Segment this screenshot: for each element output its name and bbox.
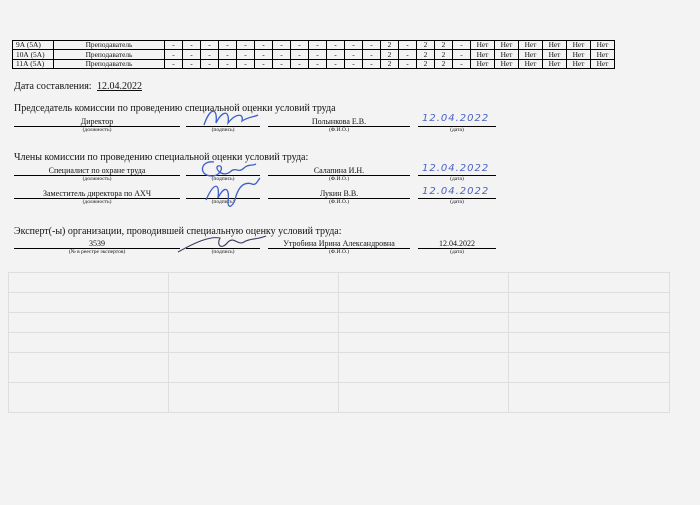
table-row: [13, 59, 615, 68]
expert-name: Утробина Ирина Александровна: [283, 239, 395, 248]
expert-registry-number: 3539: [89, 239, 105, 248]
table-cell: Нет: [543, 59, 567, 68]
row-name: 9А (5А): [13, 41, 54, 50]
chairman-position: Директор: [80, 117, 114, 126]
caption-date: (дата): [450, 176, 464, 182]
caption-signature: (подпись): [211, 176, 235, 182]
member-1-position: Специалист по охране труда: [48, 166, 146, 175]
table-cell: Нет: [471, 41, 495, 50]
caption-fio: (Ф.И.О.): [328, 176, 350, 182]
table-cell: 2: [381, 41, 399, 50]
table-cell: -: [327, 50, 345, 59]
table-cell: -: [201, 50, 219, 59]
member-1-name: Салапина И.Н.: [313, 166, 365, 175]
caption-position: (должность): [82, 127, 112, 133]
table-cell: -: [309, 50, 327, 59]
table-cell: -: [399, 41, 417, 50]
table-cell: -: [183, 50, 201, 59]
table-cell: -: [399, 50, 417, 59]
table-cell: -: [327, 59, 345, 68]
table-cell: Нет: [567, 59, 591, 68]
members-heading: Члены комиссии по проведению специальной оценки условий труда:: [14, 152, 309, 163]
table-cell: Нет: [519, 50, 543, 59]
table-cell: Нет: [591, 59, 615, 68]
table-cell: -: [201, 59, 219, 68]
table-cell: Нет: [471, 50, 495, 59]
table-cell: Нет: [543, 41, 567, 50]
table-cell: 2: [381, 50, 399, 59]
table-cell: -: [237, 50, 255, 59]
table-cell: -: [201, 41, 219, 50]
caption-signature: (подпись): [211, 127, 235, 133]
table-cell: -: [273, 59, 291, 68]
table-cell: -: [183, 59, 201, 68]
expert-signature: [176, 232, 268, 256]
table-cell: -: [399, 59, 417, 68]
table-cell: -: [237, 59, 255, 68]
table-cell: -: [345, 50, 363, 59]
table-cell: Нет: [495, 59, 519, 68]
table-cell: -: [291, 41, 309, 50]
caption-date: (дата): [450, 249, 464, 255]
bleed-through-table: [8, 272, 670, 432]
expert-heading: Эксперт(-ы) организации, проводившей специальную оценку условий труда:: [14, 226, 342, 237]
table-cell: Нет: [543, 50, 567, 59]
row-role: Преподаватель: [54, 59, 165, 68]
results-table: [12, 40, 615, 69]
table-cell: Нет: [471, 59, 495, 68]
table-cell: -: [237, 41, 255, 50]
caption-fio: (Ф.И.О.): [328, 249, 350, 255]
table-cell: Нет: [495, 41, 519, 50]
table-cell: Нет: [591, 41, 615, 50]
table-cell: Нет: [591, 50, 615, 59]
caption-signature: (подпись): [211, 249, 235, 255]
table-cell: -: [291, 59, 309, 68]
table-cell: 2: [435, 50, 453, 59]
table-cell: -: [453, 50, 471, 59]
table-cell: Нет: [495, 50, 519, 59]
table-cell: Нет: [519, 59, 543, 68]
table-cell: -: [363, 50, 381, 59]
table-cell: 2: [435, 41, 453, 50]
member-2-name: Лукин В.В.: [319, 189, 359, 198]
caption-position: (должность): [82, 199, 112, 205]
table-cell: -: [219, 59, 237, 68]
caption-registry: (№ в реестре экспертов): [68, 249, 126, 255]
table-cell: -: [165, 50, 183, 59]
expert-date: 12.04.2022: [439, 239, 475, 248]
caption-fio: (Ф.И.О.): [328, 199, 350, 205]
table-cell: -: [273, 50, 291, 59]
row-role: Преподаватель: [54, 41, 165, 50]
date-value: 12.04.2022: [97, 81, 142, 92]
table-cell: -: [309, 41, 327, 50]
table-cell: -: [327, 41, 345, 50]
table-cell: Нет: [567, 41, 591, 50]
table-cell: -: [345, 59, 363, 68]
table-row: [13, 50, 615, 59]
caption-date: (дата): [450, 127, 464, 133]
chairman-name: Полынкова Е.В.: [311, 117, 367, 126]
table-cell: -: [453, 41, 471, 50]
row-name: 10А (5А): [13, 50, 54, 59]
table-cell: 2: [381, 59, 399, 68]
caption-date: (дата): [450, 199, 464, 205]
table-row: [13, 41, 615, 50]
date-label: Дата составления:: [14, 81, 92, 92]
table-cell: 2: [417, 59, 435, 68]
table-cell: -: [255, 59, 273, 68]
table-cell: -: [219, 50, 237, 59]
caption-position: (должность): [82, 176, 112, 182]
table-cell: -: [219, 41, 237, 50]
table-cell: -: [291, 50, 309, 59]
table-cell: -: [255, 50, 273, 59]
row-name: 11А (5А): [13, 59, 54, 68]
table-cell: -: [453, 59, 471, 68]
table-cell: Нет: [567, 50, 591, 59]
table-cell: -: [273, 41, 291, 50]
member-2-date-handwritten: 12.04.2022: [422, 186, 490, 197]
member-2-position: Заместитель директора по АХЧ: [42, 189, 152, 198]
table-cell: 2: [435, 59, 453, 68]
member-1-date-handwritten: 12.04.2022: [422, 163, 490, 174]
table-cell: -: [363, 59, 381, 68]
table-cell: -: [345, 41, 363, 50]
caption-fio: (Ф.И.О.): [328, 127, 350, 133]
row-role: Преподаватель: [54, 50, 165, 59]
chairman-date-handwritten: 12.04.2022: [422, 113, 490, 124]
table-cell: -: [165, 59, 183, 68]
chairman-heading: Председатель комиссии по проведению специальной оценки условий труда: [14, 103, 336, 114]
table-cell: 2: [417, 41, 435, 50]
member-2-signature: [200, 176, 262, 212]
table-cell: -: [183, 41, 201, 50]
table-cell: -: [363, 41, 381, 50]
table-cell: -: [255, 41, 273, 50]
table-cell: -: [165, 41, 183, 50]
table-cell: 2: [417, 50, 435, 59]
table-cell: -: [309, 59, 327, 68]
chairman-signature: [200, 105, 260, 131]
table-cell: Нет: [519, 41, 543, 50]
caption-signature: (подпись): [211, 199, 235, 205]
